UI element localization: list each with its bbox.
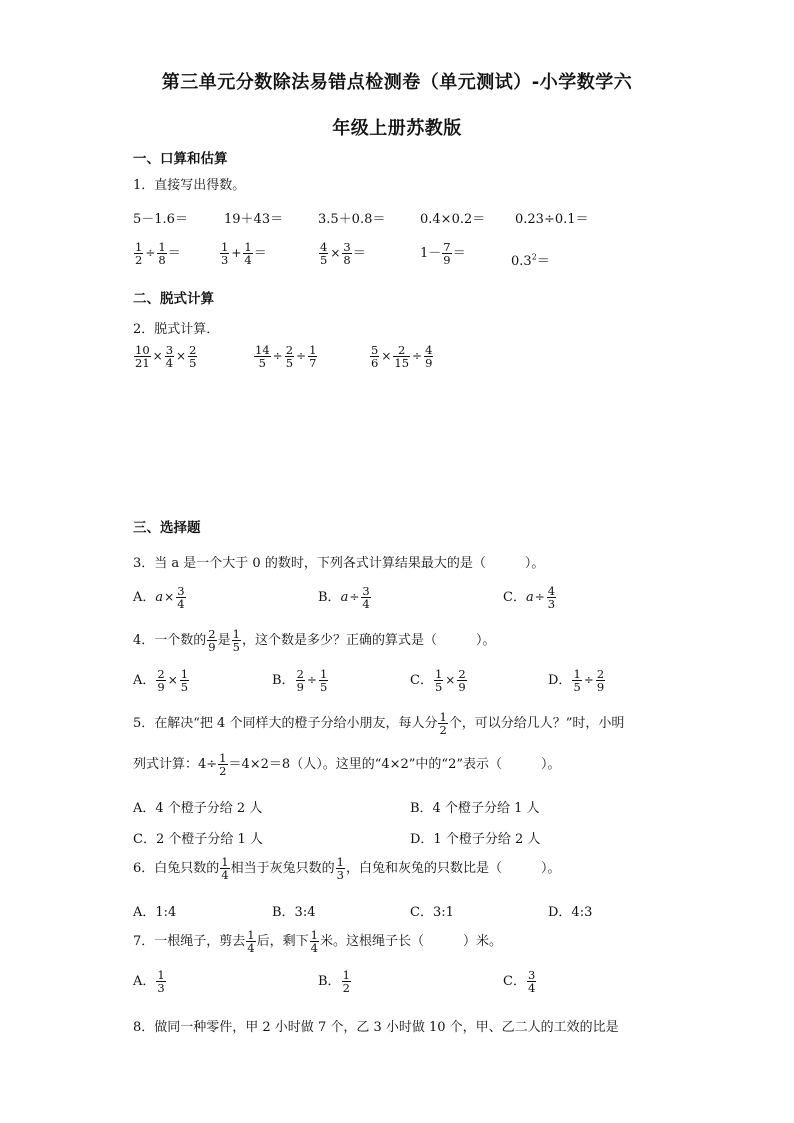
oral-calc-9: 1－ $\frac{7}{9}$ ＝	[420, 240, 466, 268]
q5-option-d: D．1 个橙子分给 2 人	[410, 832, 541, 847]
fraction: $\frac{1}{5}$	[180, 667, 189, 695]
question-2-stem: 2．脱式计算．	[133, 322, 220, 337]
fraction: $\frac{1}{4}$	[221, 855, 229, 883]
q6-option-b: B．3:4	[272, 905, 316, 920]
q7-option-b: B． $\frac{1}{2}$	[318, 968, 350, 996]
fraction: $\frac{2}{15}$	[394, 343, 410, 371]
fraction: $\frac{2}{9}$	[596, 667, 605, 695]
fraction: $\frac{3}{4}$	[177, 584, 185, 612]
fraction: $\frac{1}{2}$	[219, 751, 227, 779]
fraction: $\frac{1}{4}$	[310, 928, 318, 956]
oral-calc-6: $\frac{1}{2}$ ÷ $\frac{1}{8}$ ＝	[135, 240, 181, 268]
fraction: $\frac{1}{8}$	[158, 240, 166, 268]
q5-option-c: C．2 个橙子分给 1 人	[133, 832, 263, 847]
section-1-heading: 一、口算和估算	[133, 151, 228, 167]
oral-calc-2: 19＋43＝	[224, 212, 284, 227]
q4-option-d: D． $\frac{1}{5}$ ÷ $\frac{2}{9}$	[548, 667, 605, 695]
question-5-stem-line-2: 列式计算：4÷ $\frac{1}{2}$ ＝4×2＝8（人）。这里的“4×2”中的“2”表示（ ）。	[133, 751, 561, 779]
question-1-stem: 1．直接写出得数。	[133, 178, 246, 193]
fraction: $\frac{1}{3}$	[336, 855, 344, 883]
step-calc-2: $\frac{14}{5}$ ÷ $\frac{2}{5}$ ÷ $\frac{1}{7}$	[255, 343, 317, 371]
fraction: $\frac{1}{2}$	[439, 710, 447, 738]
fraction: $\frac{2}{5}$	[285, 343, 294, 371]
question-8-stem: 8．做同一种零件，甲 2 小时做 7 个，乙 3 小时做 10 个，甲、乙二人的工效的比是	[133, 1020, 619, 1035]
oral-calc-4: 0.4×0.2＝	[420, 212, 486, 227]
fraction: $\frac{3}{4}$	[165, 343, 174, 371]
fraction: $\frac{4}{3}$	[547, 584, 556, 612]
fraction: $\frac{1}{5}$	[434, 667, 443, 695]
fraction: $\frac{2}{9}$	[296, 667, 304, 695]
q4-option-a: A． $\frac{2}{9}$ × $\frac{1}{5}$	[133, 667, 189, 695]
fraction: $\frac{3}{4}$	[362, 584, 370, 612]
oral-calc-1: 5－1.6＝	[133, 212, 188, 227]
question-6-stem: 6．白兔只数的 $\frac{1}{4}$ 相当于灰兔只数的 $\frac{1}{3}$ ，白兔和灰兔的只数比是（ ）。	[133, 855, 561, 883]
question-3-stem: 3．当 a 是一个大于 0 的数时，下列各式计算结果最大的是（ ）。	[133, 556, 545, 571]
q6-option-a: A．1:4	[133, 905, 177, 920]
fraction: $\frac{1}{7}$	[309, 343, 317, 371]
section-2-heading: 二、脱式计算	[133, 291, 214, 307]
fraction: $\frac{1}{4}$	[247, 928, 255, 956]
question-7-stem: 7．一根绳子，剪去 $\frac{1}{4}$ 后，剩下 $\frac{1}{4}$ 米。这根绳子长（ ）米。	[133, 928, 502, 956]
fraction: $\frac{3}{8}$	[343, 240, 351, 268]
oral-calc-7: $\frac{1}{3}$ + $\frac{1}{4}$ ＝	[221, 240, 267, 268]
q3-option-b: B．a÷ $\frac{3}{4}$	[318, 584, 370, 612]
fraction: $\frac{1}{3}$	[221, 240, 229, 268]
fraction: $\frac{1}{2}$	[342, 968, 350, 996]
fraction: $\frac{1}{5}$	[319, 667, 328, 695]
title-line-1: 第三单元分数除法易错点检测卷（单元测试）-小学数学六	[161, 72, 633, 93]
title-line-2: 年级上册苏教版	[332, 118, 462, 139]
fraction: $\frac{2}{9}$	[458, 667, 466, 695]
oral-calc-5: 0.23÷0.1＝	[515, 212, 589, 227]
question-4-stem: 4．一个数的 $\frac{2}{9}$ 是 $\frac{1}{5}$ ，这个数是多少？正确的算式是（ ）。	[133, 627, 496, 655]
q6-option-d: D．4:3	[548, 905, 593, 920]
q7-option-c: C． $\frac{3}{4}$	[503, 968, 536, 996]
fraction: $\frac{2}{9}$	[208, 627, 216, 655]
section-3-heading: 三、选择题	[133, 520, 201, 536]
fraction: $\frac{4}{5}$	[320, 240, 328, 268]
fraction: $\frac{4}{9}$	[425, 343, 433, 371]
fraction: $\frac{7}{9}$	[443, 240, 451, 268]
fraction: $\frac{5}{6}$	[371, 343, 379, 371]
fraction: $\frac{1}{4}$	[244, 240, 252, 268]
q5-option-b: B．4 个橙子分给 1 人	[410, 801, 540, 816]
fraction: $\frac{1}{3}$	[157, 968, 165, 996]
q5-option-a: A．4 个橙子分给 2 人	[133, 801, 263, 816]
q4-option-c: C． $\frac{1}{5}$ × $\frac{2}{9}$	[410, 667, 466, 695]
q7-option-a: A． $\frac{1}{3}$	[133, 968, 165, 996]
q4-option-b: B． $\frac{2}{9}$ ÷ $\frac{1}{5}$	[272, 667, 328, 695]
q3-option-a: A．a× $\frac{3}{4}$	[133, 584, 185, 612]
fraction: $\frac{2}{9}$	[157, 667, 165, 695]
fraction: $\frac{10}{21}$	[135, 343, 150, 371]
fraction: $\frac{14}{5}$	[255, 343, 270, 371]
fraction: $\frac{1}{5}$	[232, 627, 240, 655]
fraction: $\frac{1}{2}$	[135, 240, 143, 268]
step-calc-1: $\frac{10}{21}$ × $\frac{3}{4}$ × $\frac{2}{5}$	[135, 343, 197, 371]
fraction: $\frac{2}{5}$	[189, 343, 197, 371]
q3-option-c: C．a÷ $\frac{4}{3}$	[503, 584, 556, 612]
oral-calc-3: 3.5＋0.8＝	[318, 212, 386, 227]
fraction: $\frac{1}{5}$	[573, 667, 581, 695]
oral-calc-10: $0.3^2=$	[511, 252, 550, 269]
step-calc-3: $\frac{5}{6}$ × $\frac{2}{15}$ ÷ $\frac{4}{9}$	[371, 343, 433, 371]
oral-calc-8: $\frac{4}{5}$ × $\frac{3}{8}$ ＝	[320, 240, 366, 268]
fraction: $\frac{3}{4}$	[527, 968, 536, 996]
question-5-stem: 5．在解决“把 4 个同样大的橙子分给小朋友，每人分 $\frac{1}{2}$ 个，可以分给几人？”时，小明	[133, 710, 625, 738]
q6-option-c: C．3:1	[410, 905, 454, 920]
